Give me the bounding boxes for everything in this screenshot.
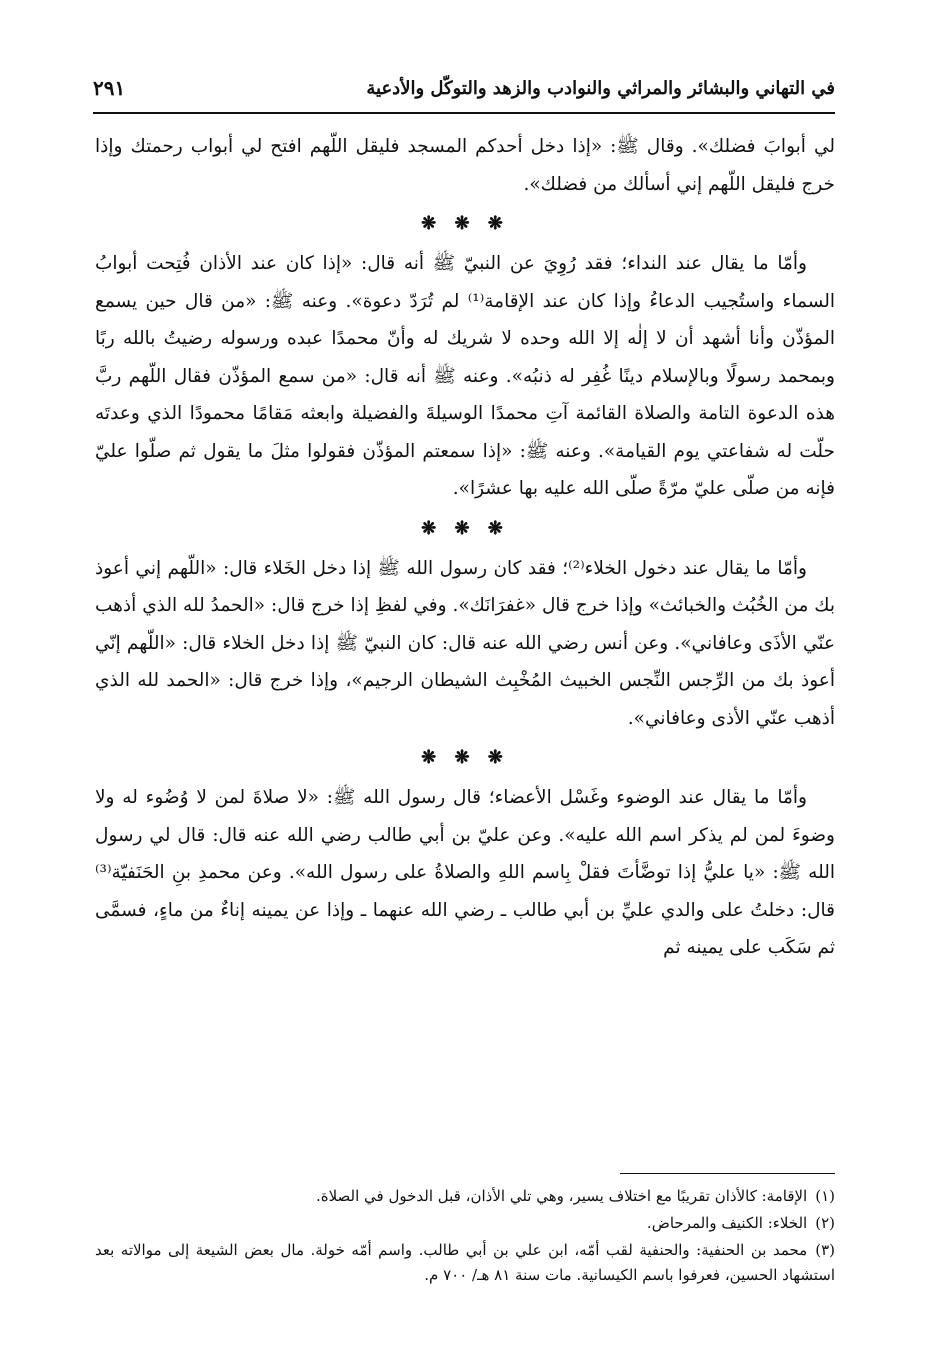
footnote [95,1184,835,1209]
footnote-rule [620,1173,835,1174]
paragraph-mosque-supplication: لي أبوابَ فضلك». وقال ﷺ: «إذا دخل أحدكم المسجد فليقل اللّهم افتح لي أبواب رحمتك وإذا خرج فليقل اللّهم إني أسألك من فضلك». [95,136,835,195]
footnote-text: الإقامة: كالأذان تقريبًا مع اختلاف يسير، وهي تلي الأذان، قبل الدخول في الصلاة. [315,1187,808,1205]
footnote-text: محمد بن الحنفية: والحنفية لقب أمّه، ابن علي بن أبي طالب. واسم أمّه خولة. مال بعض الشيعة إلى موالاته بعد استشهاد الحسين، فعرفوا باسم الكيسانية. مات سنة ٨١ هـ/ ٧٠٠ م. [95,1241,835,1284]
section-separator: ❋ ❋ ❋ [421,747,509,768]
section-separator: ❋ ❋ ❋ [421,213,509,234]
header-rule [93,112,835,114]
footnote-marker: (٣) [815,1241,835,1259]
section-separator: ❋ ❋ ❋ [421,517,509,539]
paragraph-call-to-prayer: وأمّا ما يقال عند النداء؛ فقد رُوِيَ عن النبيّ ﷺ أنه قال: «إذا كان عند الأذان فُتِحت أبوابُ السماء واستُجيب الدعاءُ وإذا كان عند الإقامة⁽¹⁾ لم تُرَدّ دعوة». وعنه ﷺ: «من قال حين يسمع المؤذّن وأنا أشهد أن لا إلٰه إلا الله وحده لا شريك له وأنّ محمدًا عبده ورسوله رضيتُ بالله ربًا وبمحمد رسولًا وبالإسلام دينًا غُفِر له ذنبُه». وعنه ﷺ أنه قال: «من سمع المؤذّن فقال اللّهم ربَّ هذه الدعوة التامة والصلاة القائمة آتِ محمدًا الوسيلةَ والفضيلة وابعثه مَقامًا محمودًا الذي وعدتَه حلّت له شفاعتي يوم القيامة». وعنه ﷺ: «إذا سمعتم المؤذّن فقولوا مثلَ ما يقول ثم صلّوا عليّ فإنه من صلّى عليّ مرّةً صلّى الله عليه بها عشرًا». [95,253,835,499]
body-text [95,128,835,967]
page-header [93,72,835,112]
footnote-marker: (١) [815,1187,835,1205]
footnote [95,1211,835,1236]
running-title: في التهاني والبشائر والمراثي والنوادب والزهد والتوكّل والأدعية [366,78,835,99]
paragraph-ablution: وأمّا ما يقال عند الوضوء وغَسْل الأعضاء؛ قال رسول الله ﷺ: «لا صلاةَ لمن لا وُضُوء له ولا وضوءَ لمن لم يذكر اسم الله عليه». وعن عليّ بن أبي طالب رضي الله عنه قال: قال لي رسول الله ﷺ: «يا عليُّ إذا توضَّأتَ فقلْ بِاسم اللهِ والصلاةُ على رسول الله». وعن محمدِ بنِ الحَنَفيّة⁽³⁾ قال: دخلتُ على والدي عليِّ بن أبي طالب ـ رضي الله عنهما ـ وإذا عن يمينه إناءٌ من ماءٍ، فسمَّى ثم سَكَب على يمينه ثم [95,787,835,958]
footnote [95,1238,835,1288]
footnotes [95,1184,835,1290]
page-number: ٢٩١ [93,76,126,100]
footnote-text: الخلاء: الكنيف والمرحاض. [646,1214,808,1232]
footnote-marker: (٢) [815,1214,835,1232]
paragraph-entering-toilet: وأمّا ما يقال عند دخول الخلاء⁽²⁾؛ فقد كان رسول الله ﷺ إذا دخل الخَلاء قال: «اللّهم إني أعوذ بك من الخُبُث والخبائث» وإذا خرج قال «غفرَانَك». وفي لفظِ إذا خرج قال: «الحمدُ لله الذي أذهب عنّي الأذَى وعافاني». وعن أنس رضي الله عنه قال: كان النبيّ ﷺ إذا دخل الخلاء قال: «اللّهم إنّي أعوذ بك من الرِّجس النِّجس الخبيث المُخْبِث الشيطان الرجيم»، وإذا خرج قال: «الحمد لله الذي أذهب عنّي الأذى وعافاني». [95,557,835,729]
